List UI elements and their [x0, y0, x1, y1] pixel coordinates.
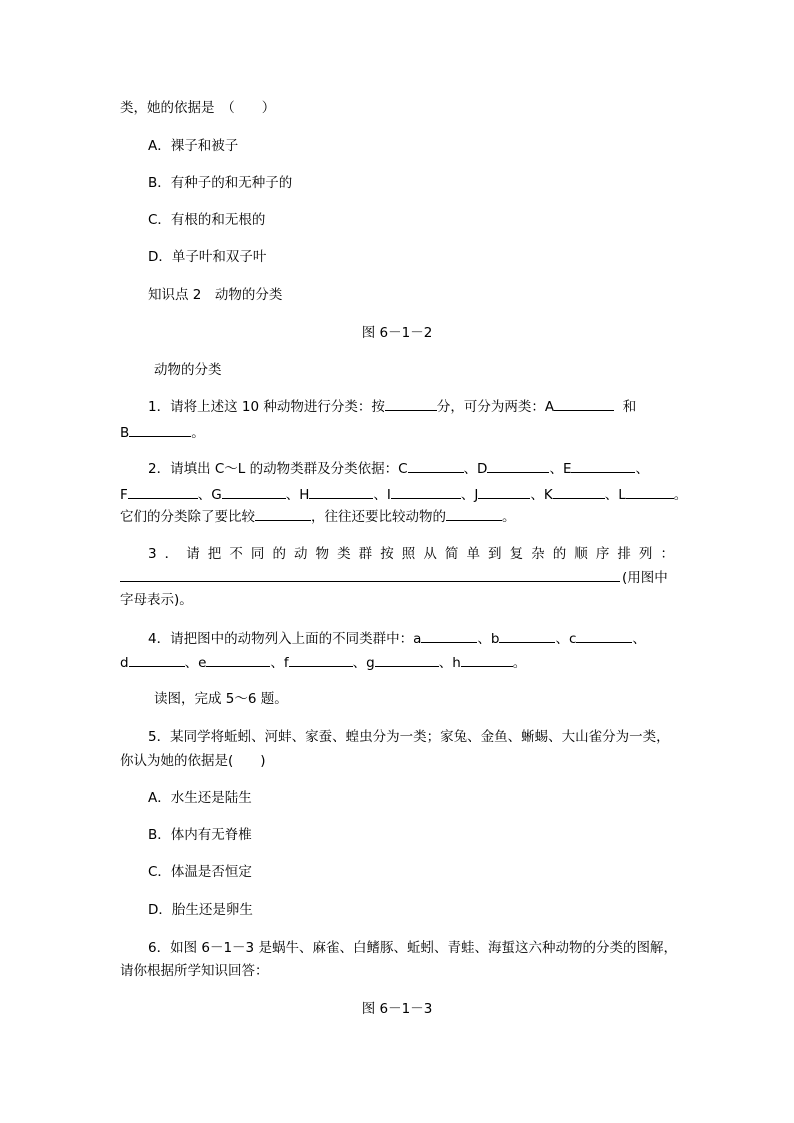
- question-3-line-1: 3．请把不同的动物类群按照从简单到复杂的顺序排列：: [148, 546, 674, 562]
- option-a: A．裸子和被子: [148, 138, 239, 154]
- question-3-line-3: 字母表示)。: [120, 592, 193, 608]
- question-1-line-2: B 。: [120, 422, 205, 443]
- question-6-line-2: 请你根据所学知识回答：: [120, 963, 269, 979]
- answer-blank[interactable]: [222, 484, 286, 499]
- answer-blank[interactable]: [375, 652, 439, 667]
- option-d: D．单子叶和双子叶: [148, 249, 267, 265]
- question-1-line-1: 1．请将上述这 10 种动物进行分类：按 分，可分为两类：A 和: [148, 396, 636, 417]
- answer-blank[interactable]: [554, 396, 614, 411]
- answer-blank[interactable]: [255, 506, 311, 521]
- question-5-line-2: 你认为她的依据是( ): [120, 753, 266, 769]
- q5-option-b: B．体内有无脊椎: [148, 827, 252, 843]
- question-5-line-1: 5．某同学将蚯蚓、河蚌、家蚕、蝗虫分为一类；家兔、金鱼、蜥蜴、大山雀分为一类，: [148, 729, 670, 745]
- answer-blank[interactable]: [289, 652, 353, 667]
- question-6-line-1: 6．如图 6－1－3 是蜗牛、麻雀、白鳍豚、蚯蚓、青蛙、海蜇这六种动物的分类的图解，: [148, 940, 677, 956]
- question-4-line-1: 4．请把图中的动物列入上面的不同类群中：a 、b 、c 、: [148, 628, 646, 649]
- q5-option-a: A．水生还是陆生: [148, 790, 252, 806]
- answer-blank[interactable]: [626, 484, 674, 499]
- answer-blank[interactable]: [128, 484, 198, 499]
- answer-blank[interactable]: [408, 458, 464, 473]
- section-heading: 知识点 2 动物的分类: [148, 287, 283, 303]
- figure-caption-6-1-2: 图 6－1－2: [361, 325, 433, 341]
- answer-blank[interactable]: [391, 484, 461, 499]
- answer-blank[interactable]: [309, 484, 373, 499]
- answer-blank[interactable]: [421, 628, 477, 643]
- option-b: B．有种子的和无种子的: [148, 175, 293, 191]
- answer-blank[interactable]: [129, 652, 185, 667]
- question-3-suffix: (用图中: [622, 570, 668, 586]
- question-continuation: 类，她的依据是 （ ）: [120, 100, 276, 116]
- question-4-line-2: d 、e 、f 、g 、h 。: [120, 652, 526, 673]
- answer-blank[interactable]: [499, 628, 555, 643]
- answer-blank[interactable]: [478, 484, 530, 499]
- answer-blank[interactable]: [576, 628, 632, 643]
- read-instruction: 读图，完成 5～6 题。: [154, 691, 288, 707]
- answer-blank[interactable]: [553, 484, 605, 499]
- figure-subtitle: 动物的分类: [154, 362, 222, 378]
- question-2-line-1: 2．请填出 C～L 的动物类群及分类依据：C 、D 、E 、: [148, 458, 649, 479]
- answer-blank[interactable]: [487, 458, 549, 473]
- answer-blank[interactable]: [206, 652, 270, 667]
- figure-caption-6-1-3: 图 6－1－3: [361, 1001, 433, 1017]
- option-c: C．有根的和无根的: [148, 212, 266, 228]
- answer-blank[interactable]: [129, 422, 191, 437]
- answer-blank[interactable]: [385, 396, 437, 411]
- answer-long-blank[interactable]: [120, 581, 620, 582]
- q5-option-d: D．胎生还是卵生: [148, 902, 253, 918]
- answer-blank[interactable]: [461, 652, 513, 667]
- answer-blank[interactable]: [571, 458, 635, 473]
- question-2-line-2: F 、G 、H 、I 、J 、K 、L 。: [120, 484, 687, 505]
- question-2-line-3: 它们的分类除了要比较 ，往往还要比较动物的 。: [120, 506, 516, 527]
- answer-blank[interactable]: [446, 506, 502, 521]
- q5-option-c: C．体温是否恒定: [148, 864, 252, 880]
